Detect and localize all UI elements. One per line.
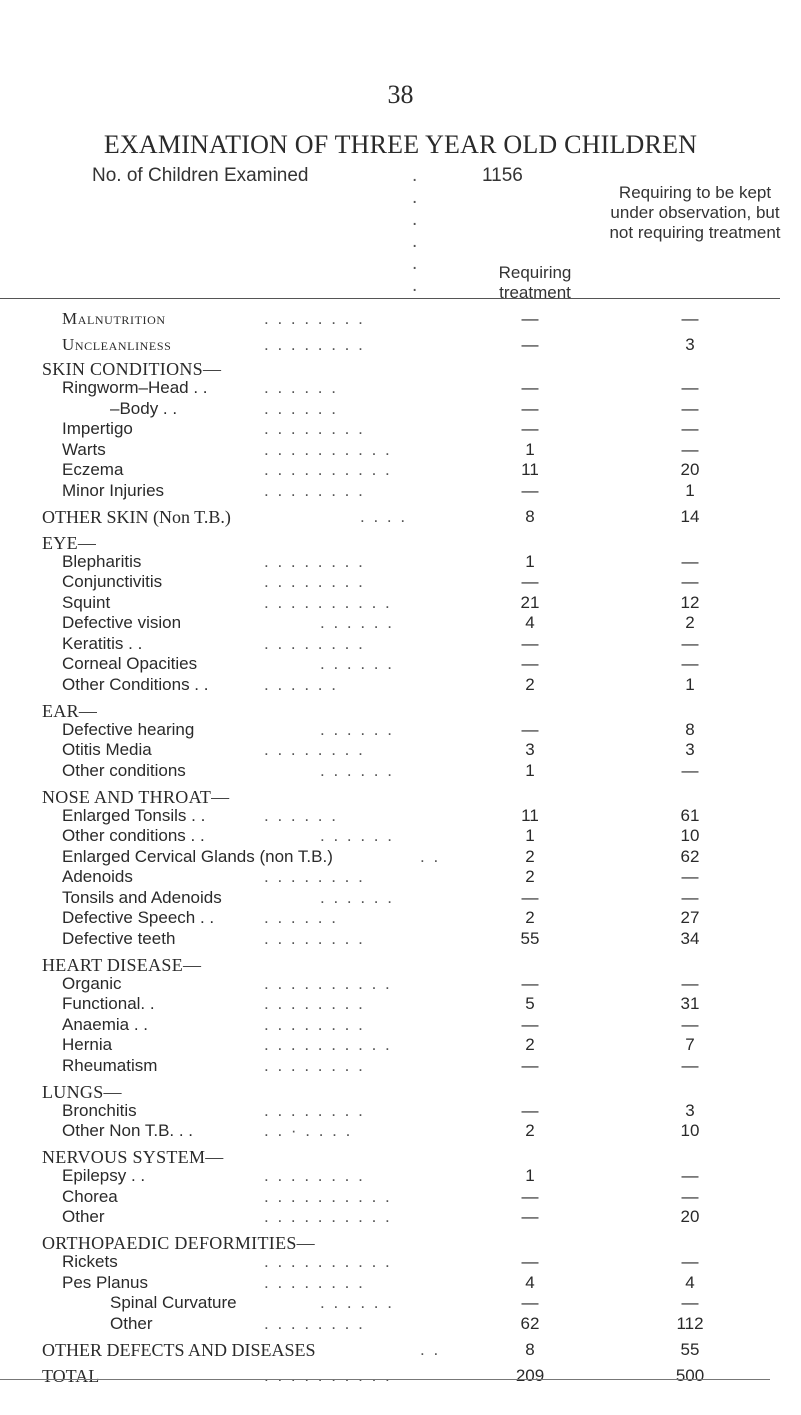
row-label: Conjunctivitis (62, 572, 163, 591)
observation-value: 7 (685, 1035, 695, 1054)
table-row (0, 1293, 801, 1313)
table-row (0, 1147, 801, 1167)
leader-dots: . . . . . . . . (264, 740, 365, 759)
observation-value: — (681, 419, 699, 438)
row-label: Defective teeth (62, 928, 176, 948)
row-label: Other conditions . . (62, 826, 205, 845)
leader-dots: . . . . . . . . (264, 994, 365, 1013)
children-examined-label: No. of Children Examined (92, 165, 309, 186)
table-row (0, 1056, 801, 1076)
table-row (0, 533, 801, 553)
observation-value: 61 (680, 805, 700, 825)
table-row (0, 481, 801, 501)
row-label: Rheumatism (62, 1055, 158, 1075)
total-divider (0, 1379, 770, 1380)
table-row (0, 675, 801, 695)
table-row (0, 335, 801, 355)
observation-value: 1 (685, 480, 695, 500)
table-row (0, 787, 801, 807)
leader-dots: . . . . . . . . . . (264, 973, 392, 993)
leader-dots: . . . . . . (320, 613, 394, 632)
row-label: Defective vision (62, 613, 182, 632)
section-heading: EAR— (42, 700, 98, 721)
requiring-treatment-value: — (521, 309, 539, 328)
leader-dots: . . · . . . . (264, 1121, 353, 1140)
row-label: Chorea (62, 1186, 118, 1206)
table-row (0, 1015, 801, 1035)
row-label: Adenoids (62, 867, 133, 886)
table-row (0, 806, 801, 826)
section-heading: EYE— (42, 532, 97, 553)
table-row (0, 955, 801, 975)
table-row (0, 309, 801, 329)
section-heading: LUNGS— (42, 1081, 122, 1102)
leader-dots: . . (420, 846, 441, 866)
requiring-treatment-value: 62 (520, 1313, 540, 1333)
leader-dots: . . . . . . (412, 165, 421, 296)
table-row (0, 740, 801, 760)
leader-dots: . . . . . . . . (264, 928, 365, 948)
row-label: Eczema (62, 460, 124, 479)
observation-value: 500 (675, 1365, 705, 1385)
requiring-treatment-value: 1 (525, 551, 535, 571)
observation-value: — (681, 1166, 699, 1185)
table-row (0, 507, 801, 527)
section-heading: ORTHOPAEDIC DEFORMITIES— (42, 1233, 315, 1253)
requiring-treatment-value: — (521, 1055, 539, 1075)
observation-value: 27 (680, 908, 700, 927)
leader-dots: . . . . . . (320, 887, 394, 907)
row-label: Organic (62, 973, 122, 993)
row-label: Blepharitis (62, 551, 142, 571)
requiring-treatment-value: 1 (525, 439, 535, 459)
table-row (0, 419, 801, 439)
children-examined-count: 1156 (482, 165, 523, 186)
row-label: Anaemia . . (62, 1014, 148, 1034)
table-row (0, 1035, 801, 1055)
row-label: Ringworm–Head . . (62, 378, 208, 397)
leader-dots: . . . . . . . . (264, 633, 365, 653)
table-row (0, 929, 801, 949)
row-label: Uncleanliness (62, 335, 172, 354)
table-row (0, 460, 801, 480)
section-heading: HEART DISEASE— (42, 954, 202, 975)
row-label: Otitis Media (62, 740, 152, 759)
table-row (0, 826, 801, 846)
observation-value: — (681, 867, 699, 886)
observation-value: 112 (676, 1313, 704, 1333)
observation-value: 12 (680, 592, 700, 612)
table-row (0, 1252, 801, 1272)
requiring-treatment-value: 1 (525, 826, 535, 845)
observation-value: — (681, 378, 699, 397)
table-row (0, 654, 801, 674)
row-label: Other Non T.B. . . (62, 1121, 194, 1140)
leader-dots: . . . . . . . . . . (264, 460, 392, 479)
leader-dots: . . . . . . . . (264, 1055, 365, 1075)
observation-value: 10 (680, 826, 700, 845)
observation-value: — (681, 1014, 699, 1034)
observation-value: 3 (685, 335, 695, 354)
table-row (0, 1082, 801, 1102)
table-row (0, 399, 801, 419)
row-label: Minor Injuries (62, 480, 165, 500)
observation-value: 8 (685, 719, 695, 739)
page-number: 38 (387, 80, 414, 109)
observation-value: — (681, 633, 699, 653)
table-row (0, 1166, 801, 1186)
requiring-treatment-value: 21 (520, 592, 540, 612)
row-label: Other Conditions . . (62, 674, 209, 694)
column-header-observation: Requiring to be kept under observation, but not requiring treatment (609, 183, 781, 242)
observation-value: 10 (680, 1121, 700, 1140)
children-examined-line (92, 165, 523, 296)
row-label: Other (110, 1313, 153, 1333)
requiring-treatment-value: — (521, 378, 539, 397)
leader-dots: . . . . . . . . . . (264, 1207, 392, 1226)
requiring-treatment-value: 2 (525, 1121, 535, 1140)
leader-dots: . . . . . . (264, 674, 338, 694)
requiring-treatment-value: 8 (525, 506, 535, 526)
row-label: Tonsils and Adenoids (62, 887, 222, 907)
table-row (0, 867, 801, 887)
observation-value: 2 (685, 613, 695, 632)
table-row (0, 1340, 801, 1360)
leader-dots: . . . . . . . . (264, 335, 365, 354)
table-row (0, 701, 801, 721)
section-heading: NOSE AND THROAT— (42, 786, 230, 807)
requiring-treatment-value: 5 (525, 994, 535, 1013)
leader-dots: . . . . . . . . (264, 1166, 365, 1185)
table-row (0, 1233, 801, 1253)
leader-dots: . . . . . . . . (264, 551, 365, 571)
table-row (0, 1121, 801, 1141)
observation-value: 20 (680, 1207, 700, 1226)
leader-dots: . . (420, 1339, 441, 1359)
table-row (0, 440, 801, 460)
row-label: Hernia (62, 1035, 113, 1054)
row-label: Keratitis . . (62, 633, 143, 653)
table-row (0, 634, 801, 654)
table-row (0, 1366, 801, 1386)
table-row (0, 974, 801, 994)
requiring-treatment-value: — (521, 1293, 539, 1312)
leader-dots: . . . . . . . . (264, 1100, 365, 1120)
requiring-treatment-value: — (521, 1252, 539, 1271)
observation-value: — (681, 887, 699, 907)
requiring-treatment-value: — (521, 1207, 539, 1226)
observation-value: — (681, 398, 699, 418)
requiring-treatment-value: 55 (520, 928, 540, 948)
requiring-treatment-value: — (521, 398, 539, 418)
observation-value: 34 (680, 928, 700, 948)
row-label: Defective Speech . . (62, 908, 215, 927)
requiring-treatment-value: — (521, 719, 539, 739)
observation-value: — (681, 760, 699, 780)
leader-dots: . . . . . . (320, 1293, 394, 1312)
leader-dots: . . . . (360, 506, 408, 526)
observation-value: — (681, 1293, 699, 1312)
requiring-treatment-value: 2 (525, 867, 535, 886)
page-title: EXAMINATION OF THREE YEAR OLD CHILDREN (103, 130, 698, 159)
leader-dots: . . . . . . . . (264, 1014, 365, 1034)
leader-dots: . . . . . . . . (264, 572, 365, 591)
requiring-treatment-value: 11 (521, 805, 539, 825)
table-row (0, 613, 801, 633)
table-row (0, 847, 801, 867)
row-label: Defective hearing (62, 719, 195, 739)
observation-value: 20 (680, 460, 700, 479)
requiring-treatment-value: — (521, 572, 539, 591)
requiring-treatment-value: 8 (525, 1339, 535, 1359)
requiring-treatment-value: 209 (515, 1365, 545, 1385)
table-row (0, 888, 801, 908)
row-label: Malnutrition (62, 309, 166, 328)
leader-dots: . . . . . . . . (264, 419, 365, 438)
observation-value: 3 (685, 1100, 695, 1120)
observation-value: — (681, 551, 699, 571)
table-row (0, 908, 801, 928)
row-label: Other (62, 1207, 105, 1226)
observation-value: 4 (685, 1272, 695, 1292)
leader-dots: . . . . . . . . (264, 480, 365, 500)
table-row (0, 572, 801, 592)
row-label: Enlarged Cervical Glands (non T.B.) (62, 846, 333, 866)
observation-value: 14 (680, 506, 700, 526)
requiring-treatment-value: — (521, 1014, 539, 1034)
leader-dots: . . . . . . . . . . (264, 1252, 392, 1271)
requiring-treatment-value: — (521, 1100, 539, 1120)
leader-dots: . . . . . . . . . . (264, 1186, 392, 1206)
table-row (0, 720, 801, 740)
leader-dots: . . . . . . . . (264, 1272, 365, 1292)
leader-dots: . . . . . . . . . . (264, 1035, 392, 1054)
requiring-treatment-value: — (521, 419, 539, 438)
row-label: Epilepsy . . (62, 1166, 146, 1185)
leader-dots: . . . . . . (320, 760, 394, 780)
table-row (0, 1207, 801, 1227)
leader-dots: . . . . . . . . . . (264, 439, 392, 459)
observation-value: — (681, 1055, 699, 1075)
table-row (0, 593, 801, 613)
requiring-treatment-value: 2 (525, 674, 535, 694)
leader-dots: . . . . . . (264, 378, 338, 397)
row-label: Pes Planus (62, 1272, 148, 1292)
requiring-treatment-value: 1 (525, 760, 535, 780)
leader-dots: . . . . . . . . (264, 867, 365, 886)
table-row (0, 359, 801, 379)
requiring-treatment-value: 3 (525, 740, 535, 759)
column-header-requiring-treatment: Requiring treatment (498, 263, 572, 302)
requiring-treatment-value: — (521, 335, 539, 354)
requiring-treatment-value: 2 (525, 1035, 535, 1054)
header-divider (0, 298, 780, 299)
row-label: Warts (62, 439, 106, 459)
requiring-treatment-value: — (521, 480, 539, 500)
table-row (0, 1314, 801, 1334)
leader-dots: . . . . . . (264, 398, 338, 418)
observation-value: 31 (680, 994, 700, 1013)
section-heading: NERVOUS SYSTEM— (42, 1147, 224, 1167)
requiring-treatment-value: 11 (521, 460, 539, 479)
observation-value: 1 (685, 674, 695, 694)
table-row (0, 1273, 801, 1293)
row-label: Spinal Curvature (110, 1293, 237, 1312)
leader-dots: . . . . . . (320, 654, 394, 673)
observation-value: — (681, 439, 699, 459)
row-label: Other conditions (62, 760, 186, 780)
row-label: Enlarged Tonsils . . (62, 805, 206, 825)
row-label: Impertigo (62, 419, 133, 438)
row-label: OTHER SKIN (Non T.B.) (42, 506, 231, 527)
requiring-treatment-value: 2 (525, 846, 535, 866)
requiring-treatment-value: 1 (525, 1166, 535, 1185)
requiring-treatment-value: 2 (525, 908, 535, 927)
observation-value: — (681, 973, 699, 993)
leader-dots: . . . . . . . . (264, 309, 365, 328)
requiring-treatment-value: — (521, 654, 539, 673)
observation-value: 55 (680, 1339, 700, 1359)
table-row (0, 994, 801, 1014)
row-label: –Body . . (110, 398, 178, 418)
table-row (0, 1101, 801, 1121)
row-label: Functional. . (62, 994, 155, 1013)
section-heading: SKIN CONDITIONS— (42, 359, 222, 379)
row-label: OTHER DEFECTS AND DISEASES (42, 1339, 316, 1360)
leader-dots: . . . . . . (264, 805, 338, 825)
observation-value: — (681, 654, 699, 673)
requiring-treatment-value: — (521, 887, 539, 907)
table-row (0, 552, 801, 572)
row-label: TOTAL (42, 1365, 100, 1386)
observation-value: 3 (685, 740, 695, 759)
requiring-treatment-value: 4 (525, 613, 535, 632)
leader-dots: . . . . . . (320, 719, 394, 739)
requiring-treatment-value: — (521, 973, 539, 993)
leader-dots: . . . . . . (320, 826, 394, 845)
leader-dots: . . . . . . . . (264, 1313, 365, 1333)
observation-value: — (681, 572, 699, 591)
requiring-treatment-value: 4 (525, 1272, 535, 1292)
table-row (0, 1187, 801, 1207)
requiring-treatment-value: — (521, 1186, 539, 1206)
observation-value: — (681, 1186, 699, 1206)
leader-dots: . . . . . . . . . . (264, 592, 392, 612)
observation-value: — (681, 309, 699, 328)
requiring-treatment-value: — (521, 633, 539, 653)
row-label: Rickets (62, 1252, 118, 1271)
observation-value: 62 (680, 846, 700, 866)
table-row (0, 761, 801, 781)
observation-value: — (681, 1252, 699, 1271)
row-label: Bronchitis (62, 1100, 137, 1120)
table-row (0, 378, 801, 398)
leader-dots: . . . . . . (264, 908, 338, 927)
row-label: Squint (62, 592, 111, 612)
leader-dots: . . . . . . . . . . (264, 1365, 392, 1385)
row-label: Corneal Opacities (62, 654, 198, 673)
